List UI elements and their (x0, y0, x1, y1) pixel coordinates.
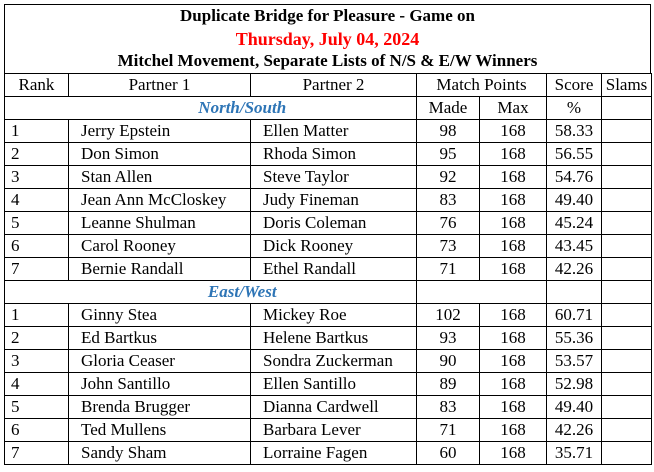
score-header: Score (547, 73, 602, 96)
table-row (5, 119, 652, 142)
slams-cell (602, 372, 652, 395)
made-header: Made (417, 96, 480, 119)
slams-cell (602, 395, 652, 418)
slams-cell (602, 326, 652, 349)
partner2-cell: Sondra Zuckerman (251, 349, 417, 372)
made-cell: 73 (417, 234, 480, 257)
section-row (5, 96, 652, 119)
partner2-cell: Steve Taylor (251, 165, 417, 188)
partner2-cell: Helene Bartkus (251, 326, 417, 349)
rank-cell: 1 (5, 303, 69, 326)
made-cell: 83 (417, 188, 480, 211)
partner2-cell: Rhoda Simon (251, 142, 417, 165)
partner1-cell: Ed Bartkus (69, 326, 251, 349)
partner2-cell: Dianna Cardwell (251, 395, 417, 418)
made-cell: 95 (417, 142, 480, 165)
score-cell: 58.33 (547, 119, 602, 142)
partner2-cell: Judy Fineman (251, 188, 417, 211)
made-cell: 71 (417, 418, 480, 441)
score-cell: 49.40 (547, 188, 602, 211)
header-row-1 (5, 73, 652, 96)
partner2-cell: Dick Rooney (251, 234, 417, 257)
score-cell: 45.24 (547, 211, 602, 234)
made-cell: 71 (417, 257, 480, 280)
made-cell: 98 (417, 119, 480, 142)
partner1-cell: Stan Allen (69, 165, 251, 188)
rank-cell: 3 (5, 349, 69, 372)
pct-header: % (547, 96, 602, 119)
partner1-cell: Carol Rooney (69, 234, 251, 257)
max-cell: 168 (480, 326, 547, 349)
made-cell: 90 (417, 349, 480, 372)
made-cell: 93 (417, 326, 480, 349)
slams-header: Slams (602, 73, 652, 96)
max-cell: 168 (480, 165, 547, 188)
slams-cell (602, 257, 652, 280)
table-row (5, 372, 652, 395)
page-title: Duplicate Bridge for Pleasure - Game on (180, 6, 475, 25)
rank-cell: 6 (5, 418, 69, 441)
score-cell: 42.26 (547, 418, 602, 441)
made-cell: 92 (417, 165, 480, 188)
rank-cell: 6 (5, 234, 69, 257)
slams-cell (602, 119, 652, 142)
table-row (5, 349, 652, 372)
rank-cell: 7 (5, 257, 69, 280)
slams-cell (602, 234, 652, 257)
section-empty-cell (417, 280, 547, 303)
max-cell: 168 (480, 142, 547, 165)
partner2-cell: Ellen Matter (251, 119, 417, 142)
title-block (4, 4, 651, 73)
partner1-cell: Gloria Ceaser (69, 349, 251, 372)
made-cell: 76 (417, 211, 480, 234)
slams-cell (602, 280, 652, 303)
partner1-cell: Ted Mullens (69, 418, 251, 441)
made-cell: 60 (417, 441, 480, 464)
page-subtitle: Mitchel Movement, Separate Lists of N/S & E/W Winners (117, 51, 538, 70)
table-row (5, 165, 652, 188)
slams-cell (602, 441, 652, 464)
score-cell: 54.76 (547, 165, 602, 188)
max-cell: 168 (480, 349, 547, 372)
partner1-cell: John Santillo (69, 372, 251, 395)
slams-cell (602, 303, 652, 326)
table-row (5, 395, 652, 418)
max-cell: 168 (480, 441, 547, 464)
rank-cell: 2 (5, 326, 69, 349)
score-cell: 55.36 (547, 326, 602, 349)
table-row (5, 211, 652, 234)
partner1-cell: Ginny Stea (69, 303, 251, 326)
rank-cell: 7 (5, 441, 69, 464)
score-cell: 42.26 (547, 257, 602, 280)
section-title: East/West (69, 280, 417, 303)
partner2-cell: Doris Coleman (251, 211, 417, 234)
score-cell: 43.45 (547, 234, 602, 257)
score-cell: 53.57 (547, 349, 602, 372)
slams-cell (602, 349, 652, 372)
table-row (5, 257, 652, 280)
rank-cell: 2 (5, 142, 69, 165)
partner1-header: Partner 1 (69, 73, 251, 96)
results-table (4, 73, 652, 465)
section-spacer (5, 280, 69, 303)
table-row (5, 418, 652, 441)
rank-cell: 5 (5, 395, 69, 418)
partner2-cell: Mickey Roe (251, 303, 417, 326)
partner2-cell: Ethel Randall (251, 257, 417, 280)
made-cell: 89 (417, 372, 480, 395)
section-row (5, 280, 652, 303)
max-cell: 168 (480, 257, 547, 280)
table-row (5, 303, 652, 326)
max-cell: 168 (480, 211, 547, 234)
slams-cell (602, 418, 652, 441)
rank-header: Rank (5, 73, 69, 96)
partner2-cell: Ellen Santillo (251, 372, 417, 395)
section-empty-cell (547, 280, 602, 303)
partner1-cell: Jean Ann McCloskey (69, 188, 251, 211)
max-cell: 168 (480, 188, 547, 211)
partner1-cell: Bernie Randall (69, 257, 251, 280)
score-cell: 60.71 (547, 303, 602, 326)
partner1-cell: Leanne Shulman (69, 211, 251, 234)
max-cell: 168 (480, 119, 547, 142)
results-sheet (4, 4, 651, 465)
score-cell: 56.55 (547, 142, 602, 165)
game-date: Thursday, July 04, 2024 (235, 28, 420, 49)
max-cell: 168 (480, 234, 547, 257)
partner1-cell: Jerry Epstein (69, 119, 251, 142)
table-row (5, 441, 652, 464)
score-cell: 49.40 (547, 395, 602, 418)
slams-cell (602, 165, 652, 188)
rank-cell: 5 (5, 211, 69, 234)
partner1-cell: Brenda Brugger (69, 395, 251, 418)
slams-cell (602, 142, 652, 165)
rank-cell: 4 (5, 372, 69, 395)
partner1-cell: Sandy Sham (69, 441, 251, 464)
rank-cell: 4 (5, 188, 69, 211)
max-header: Max (480, 96, 547, 119)
slams-cell (602, 188, 652, 211)
section-spacer (5, 96, 69, 119)
table-row (5, 142, 652, 165)
max-cell: 168 (480, 418, 547, 441)
max-cell: 168 (480, 372, 547, 395)
score-cell: 35.71 (547, 441, 602, 464)
table-row (5, 326, 652, 349)
made-cell: 83 (417, 395, 480, 418)
partner2-cell: Barbara Lever (251, 418, 417, 441)
made-cell: 102 (417, 303, 480, 326)
table-row (5, 188, 652, 211)
rank-cell: 1 (5, 119, 69, 142)
table-row (5, 234, 652, 257)
partner2-cell: Lorraine Fagen (251, 441, 417, 464)
max-cell: 168 (480, 395, 547, 418)
slams-cell (602, 211, 652, 234)
max-cell: 168 (480, 303, 547, 326)
rank-cell: 3 (5, 165, 69, 188)
partner2-header: Partner 2 (251, 73, 417, 96)
section-title: North/South (69, 96, 417, 119)
match-points-header: Match Points (417, 73, 547, 96)
slams-cell (602, 96, 652, 119)
partner1-cell: Don Simon (69, 142, 251, 165)
score-cell: 52.98 (547, 372, 602, 395)
